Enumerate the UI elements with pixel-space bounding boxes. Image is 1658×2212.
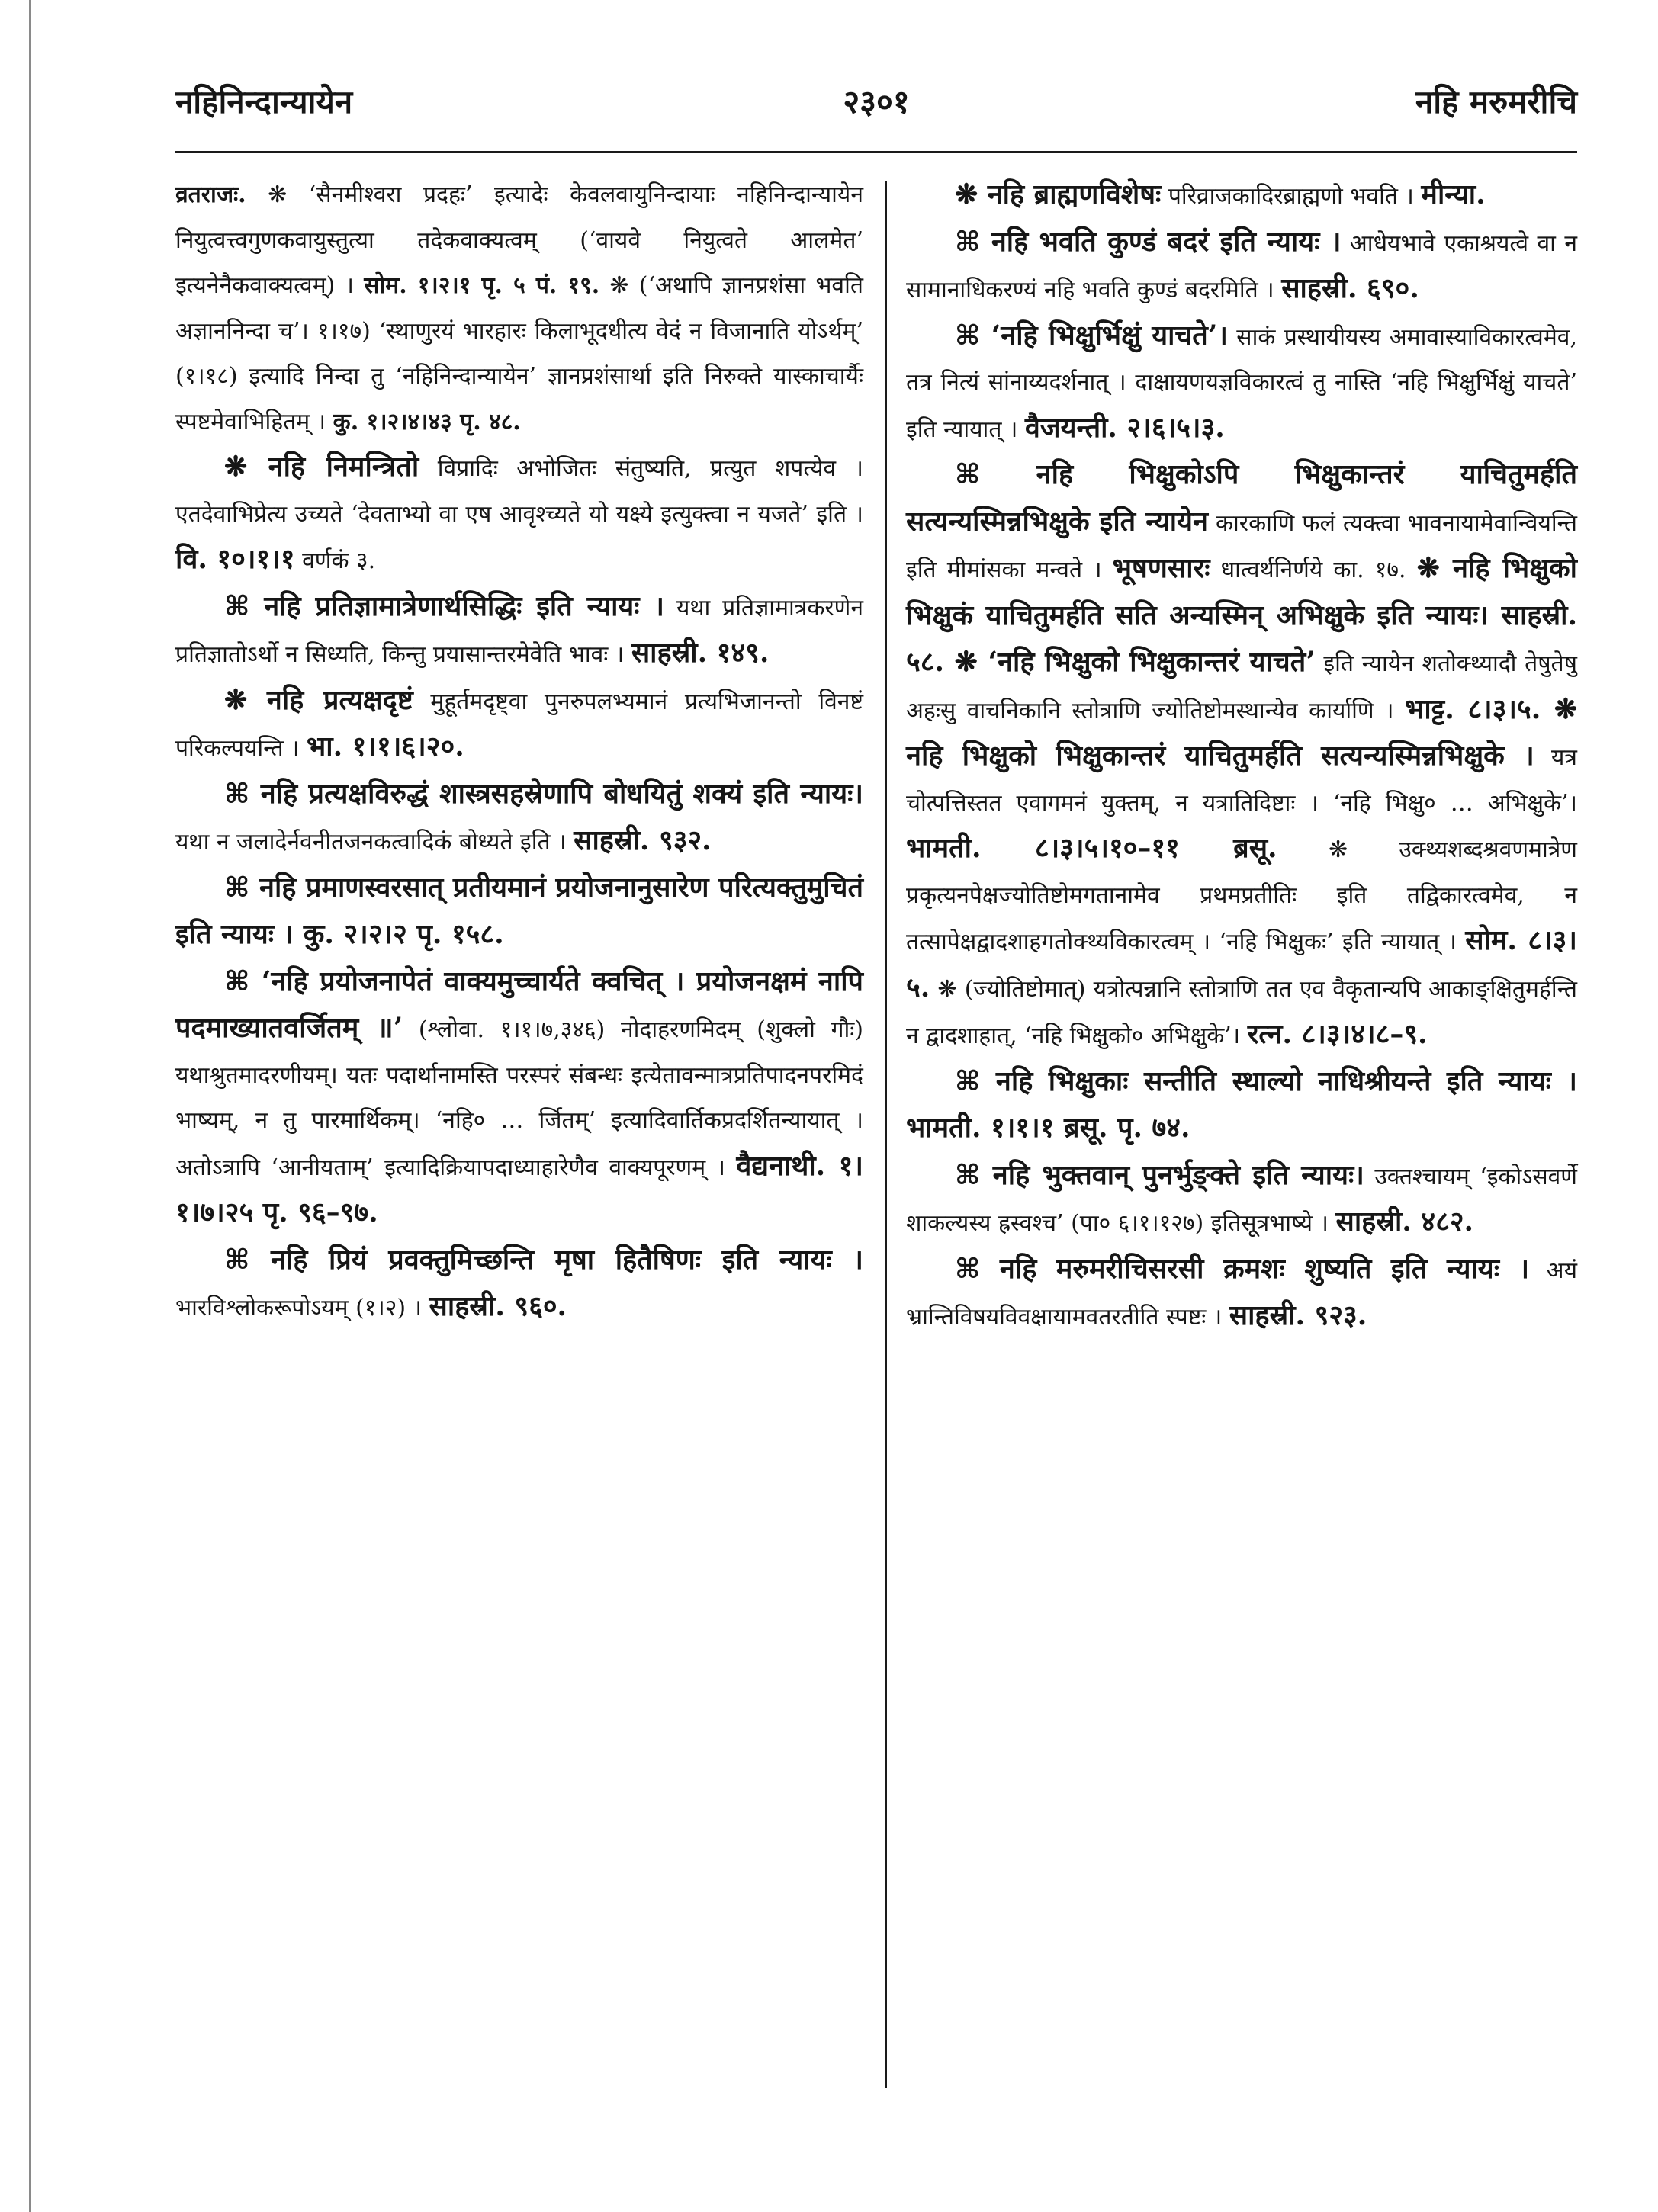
left-column <box>175 172 863 1331</box>
nyaya-entry <box>175 772 863 865</box>
entry-headword: ❋ नहि ब्राह्मणविशेषः <box>955 178 1162 210</box>
header-right-catchword: नहि मरुमरीचि <box>1415 83 1577 120</box>
entry-text: ❋ (ज्योतिष्टोमात्) यत्रोत्पन्नानि स्तोत्राणि तत एव वैकृतान्यपि आकाङ्क्षितुमर्हन्ति न द्वादशाहात्, ‘नहि भिक्षुको० अभिक्षुके’। <box>906 975 1577 1049</box>
entry-headword: साहस्री. ९३२. <box>574 824 712 856</box>
page-number: २३०१ <box>843 83 910 120</box>
entry-text: परिव्राजकादिरब्राह्मणो भवति । <box>1161 183 1422 210</box>
entry-text: कारकाणि फलं त्यक्त्वा भावनायामेवान्वियन्ति इति मीमांसका मन्वते । <box>906 509 1577 583</box>
entry-text: इति न्यायेन शतोक्थ्यादौ तेषुतेषु अहःसु वाचनिकानि स्तोत्राणि ज्योतिष्टोमस्थान्येव कार्याणि । <box>906 650 1577 724</box>
entry-headword: साहस्री. ९२३. <box>1229 1299 1367 1331</box>
entry-headword: ⌘ नहि प्रतिज्ञामात्रेणार्थसिद्धिः इति न्यायः । <box>224 589 665 622</box>
entry-text: आधेयभावे एकाश्रयत्वे वा न सामानाधिकरण्यं नहि भवति कुण्डं बदरमिति । <box>906 230 1577 303</box>
reference-entry <box>175 678 863 772</box>
entry-headword: साहस्री. १४९. <box>631 637 770 669</box>
right-column <box>906 172 1577 1340</box>
entry-text: साकं प्रस्थायीयस्य अमावास्याविकारत्वमेव, तत्र नित्यं सांनाय्यदर्शनात् । दाक्षायणयज्ञविकारत्वं तु नास्ति ‘नहि भिक्षुर्भिक्षुं याचते’ इति न्यायात् । <box>906 323 1577 443</box>
entry-text: विप्रादिः अभोजितः संतुष्यति, प्रत्युत शपत्येव । एतदेवाभिप्रेत्य उच्यते ‘देवताभ्यो वा एष आवृश्च्यते यो यक्ष्ये इत्युक्त्वा न यजते’ इति । <box>175 455 863 528</box>
header-rule <box>175 151 1577 153</box>
nyaya-entry <box>906 1247 1577 1340</box>
entry-headword: ⌘ नहि प्रमाणस्वरसात् प्रतीयमानं प्रयोजनानुसारेण परित्यक्तुमुचितं इति न्यायः । कु. २।२।२ पृ. १५८. <box>175 871 863 950</box>
entry-headword: मीन्या. <box>1421 178 1486 210</box>
entry-headword: वैजयन्ती. २।६।५।३. <box>1024 411 1225 444</box>
entry-text: यथा न जलादेर्नवनीतजनकत्वादिकं बोध्यते इति । <box>175 829 574 856</box>
entry-text: ❋ (‘अथापि ज्ञानप्रशंसा भवति अज्ञाननिन्दा च’। १।१७) ‘स्थाणुरयं भारहारः किलाभूदधीत्य वेदं न विजानाति योऽर्थम्’ (१।१८) इत्यादि निन्दा तु ‘नहिनिन्दान्यायेन’ ज्ञानप्रशंसार्था इति निरुक्ते यास्काचार्यैः स्पष्टमेवाभिहितम् । <box>175 272 863 435</box>
nyaya-entry <box>175 959 863 1238</box>
entry-continuation <box>175 172 863 445</box>
entry-headword: ⌘ ‘नहि प्रयोजनापेतं वाक्यमुच्चार्यते क्वचित् । प्रयोजनक्षमं नापि पदमाख्यातवर्जितम् ॥’ <box>175 965 863 1044</box>
entry-headword: ⌘ नहि प्रियं प्रवक्तुमिच्छन्ति मृषा हितैषिणः इति न्यायः । <box>224 1243 863 1276</box>
entry-headword: ❋ नहि प्रत्यक्षदृष्टं <box>224 683 413 716</box>
entry-text: (श्लोवा. १।१।७,३४६) नोदाहरणमिदम् (शुक्लो गौः) यथाश्रुतमादरणीयम्। यतः पदार्थानामस्ति परस्परं संबन्धः इत्येतावन्मात्रप्रतिपादनपरमिदं भाष्यम्, न तु पारमार्थिकम्। ‘नहि० … र्जितम्’ इत्यादिवार्तिकप्रदर्शितन्यायात् । अतोऽत्रापि ‘आनीयताम्’ इत्यादिक्रियापदाध्याहारेणैव वाक्यपूरणम् । <box>175 1016 863 1181</box>
entry-headword: सोम. १।२।१ पृ. ५ पं. १९. <box>364 272 600 299</box>
entry-headword: वैद्यनाथी. १।१।७।२५ पृ. ९६–९७. <box>175 1149 863 1228</box>
entry-text: वर्णकं ३. <box>294 547 376 574</box>
entry-headword: साहस्री. ९६०. <box>429 1290 567 1322</box>
entry-headword: भामती. ८।३।५।१०–११ ब्रसू. <box>906 832 1277 864</box>
column-divider <box>885 181 887 2088</box>
nyaya-entry <box>906 220 1577 313</box>
entry-text: ❋ उक्थ्यशब्दश्रवणमात्रेण प्रकृत्यनपेक्षज्योतिष्टोमगतानामेव प्रथमप्रतीतिः इति तद्विकारत्वमेव, न तत्सापेक्षद्वादशाहगतोक्थ्यविकारत्वम् । ‘नहि भिक्षुकः’ इति न्यायात् । <box>906 836 1577 955</box>
entry-headword: भा. १।१।६।२०. <box>306 730 464 762</box>
entry-headword: ⌘ नहि भुक्तवान् पुनर्भुङ्क्ते इति न्यायः। <box>955 1158 1364 1191</box>
nyaya-entry <box>175 1238 863 1331</box>
running-head <box>175 79 1577 133</box>
entry-headword: सोम. ८।३।५. <box>906 924 1578 1003</box>
nyaya-entry <box>175 584 863 678</box>
entry-headword: ❋ नहि भिक्षुको भिक्षुकं याचितुमर्हति सति अन्यस्मिन् अभिक्षुके इति न्यायः। साहस्री. ५८. ❋ ‘नहि भिक्षुको भिक्षुकान्तरं याचते’ <box>906 552 1577 678</box>
reference-entry <box>175 445 863 584</box>
entry-text: ❋ ‘सैनमीश्वरा प्रदहः’ इत्यादेः केवलवायुनिन्दायाः नहिनिन्दान्यायेन नियुत्वत्त्वगुणकवायुस्तुत्या तदेकवाक्यत्वम् (‘वायवे नियुत्वते आलमेत’ इत्यनेनैकवाक्यत्वम्) । <box>175 181 863 299</box>
entry-headword: भाट्ट. ८।३।५. ❋ नहि भिक्षुको भिक्षुकान्तरं याचितुमर्हति सत्यन्यस्मिन्नभिक्षुके । <box>906 692 1577 772</box>
entry-headword: ⌘ नहि भिक्षुकोऽपि भिक्षुकान्तरं याचितुमर्हति सत्यन्यस्मिन्नभिक्षुके इति न्यायेन <box>906 458 1577 538</box>
entry-headword: रत्न. ८।३।४।८–९. <box>1247 1018 1428 1050</box>
entry-text: धात्वर्थनिर्णये का. १७. <box>1210 557 1417 583</box>
entry-text: यत्र चोत्पत्तिस्तत एवागमनं युक्तम्, न यत्रातिदिष्टाः । ‘नहि भिक्षु० … अभिक्षुके’। <box>906 744 1577 817</box>
entry-headword: व्रतराजः. <box>175 181 246 208</box>
entry-headword: ⌘ ‘नहि भिक्षुर्भिक्षुं याचते’। <box>955 319 1228 352</box>
entry-text: उक्तश्चायम् ‘इकोऽसवर्णे शाकल्यस्य ह्रस्वश्च’ (पा० ६।१।१२७) इतिसूत्रभाष्ये । <box>906 1163 1577 1237</box>
entry-headword: ⌘ नहि मरुमरीचिसरसी क्रमशः शुष्यति इति न्यायः । <box>955 1252 1530 1285</box>
entry-text: यथा प्रतिज्ञामात्रकरणेन प्रतिज्ञातोऽर्थो न सिध्यति, किन्तु प्रयासान्तरमेवेति भावः । <box>175 594 863 668</box>
entry-headword: ⌘ नहि भिक्षुकाः सन्तीति स्थाल्यो नाधिश्रीयन्ते इति न्यायः । भामती. १।१।१ ब्रसू. पृ. ७४. <box>906 1064 1577 1144</box>
nyaya-entry <box>175 865 863 959</box>
entry-headword: कु. १।२।४।४३ पृ. ४८. <box>333 408 521 435</box>
nyaya-entry <box>906 1153 1577 1247</box>
nyaya-entry <box>906 452 1577 1059</box>
entry-headword: ⌘ नहि प्रत्यक्षविरुद्धं शास्त्रसहस्रेणापि बोधयितुं शक्यं इति न्यायः। <box>224 777 863 810</box>
scan-edge-line <box>29 0 31 2212</box>
nyaya-entry <box>906 1059 1577 1153</box>
header-left-catchword: नहिनिन्दान्यायेन <box>175 83 353 120</box>
entry-headword: साहस्री. ४८२. <box>1335 1206 1474 1238</box>
entry-text: मुहूर्तमदृष्ट्वा पुनरुपलभ्यमानं प्रत्यभिजानन्तो विनष्टं परिकल्पयन्ति । <box>175 688 863 762</box>
entry-text: भारविश्लोकरूपोऽयम् (१।२) । <box>175 1295 429 1321</box>
entry-headword: वि. १०।१।१ <box>175 543 295 575</box>
reference-entry <box>906 172 1577 220</box>
entry-headword: भूषणसारः <box>1112 552 1210 584</box>
entry-headword: ❋ नहि निमन्त्रितो <box>224 451 419 483</box>
entry-headword: ⌘ नहि भवति कुण्डं बदरं इति न्यायः । <box>955 225 1342 258</box>
entry-text: अयं भ्रान्तिविषयविवक्षायामवतरतीति स्पष्टः । <box>906 1257 1577 1331</box>
entry-headword: साहस्री. ६९०. <box>1281 272 1419 304</box>
nyaya-entry <box>906 313 1577 453</box>
